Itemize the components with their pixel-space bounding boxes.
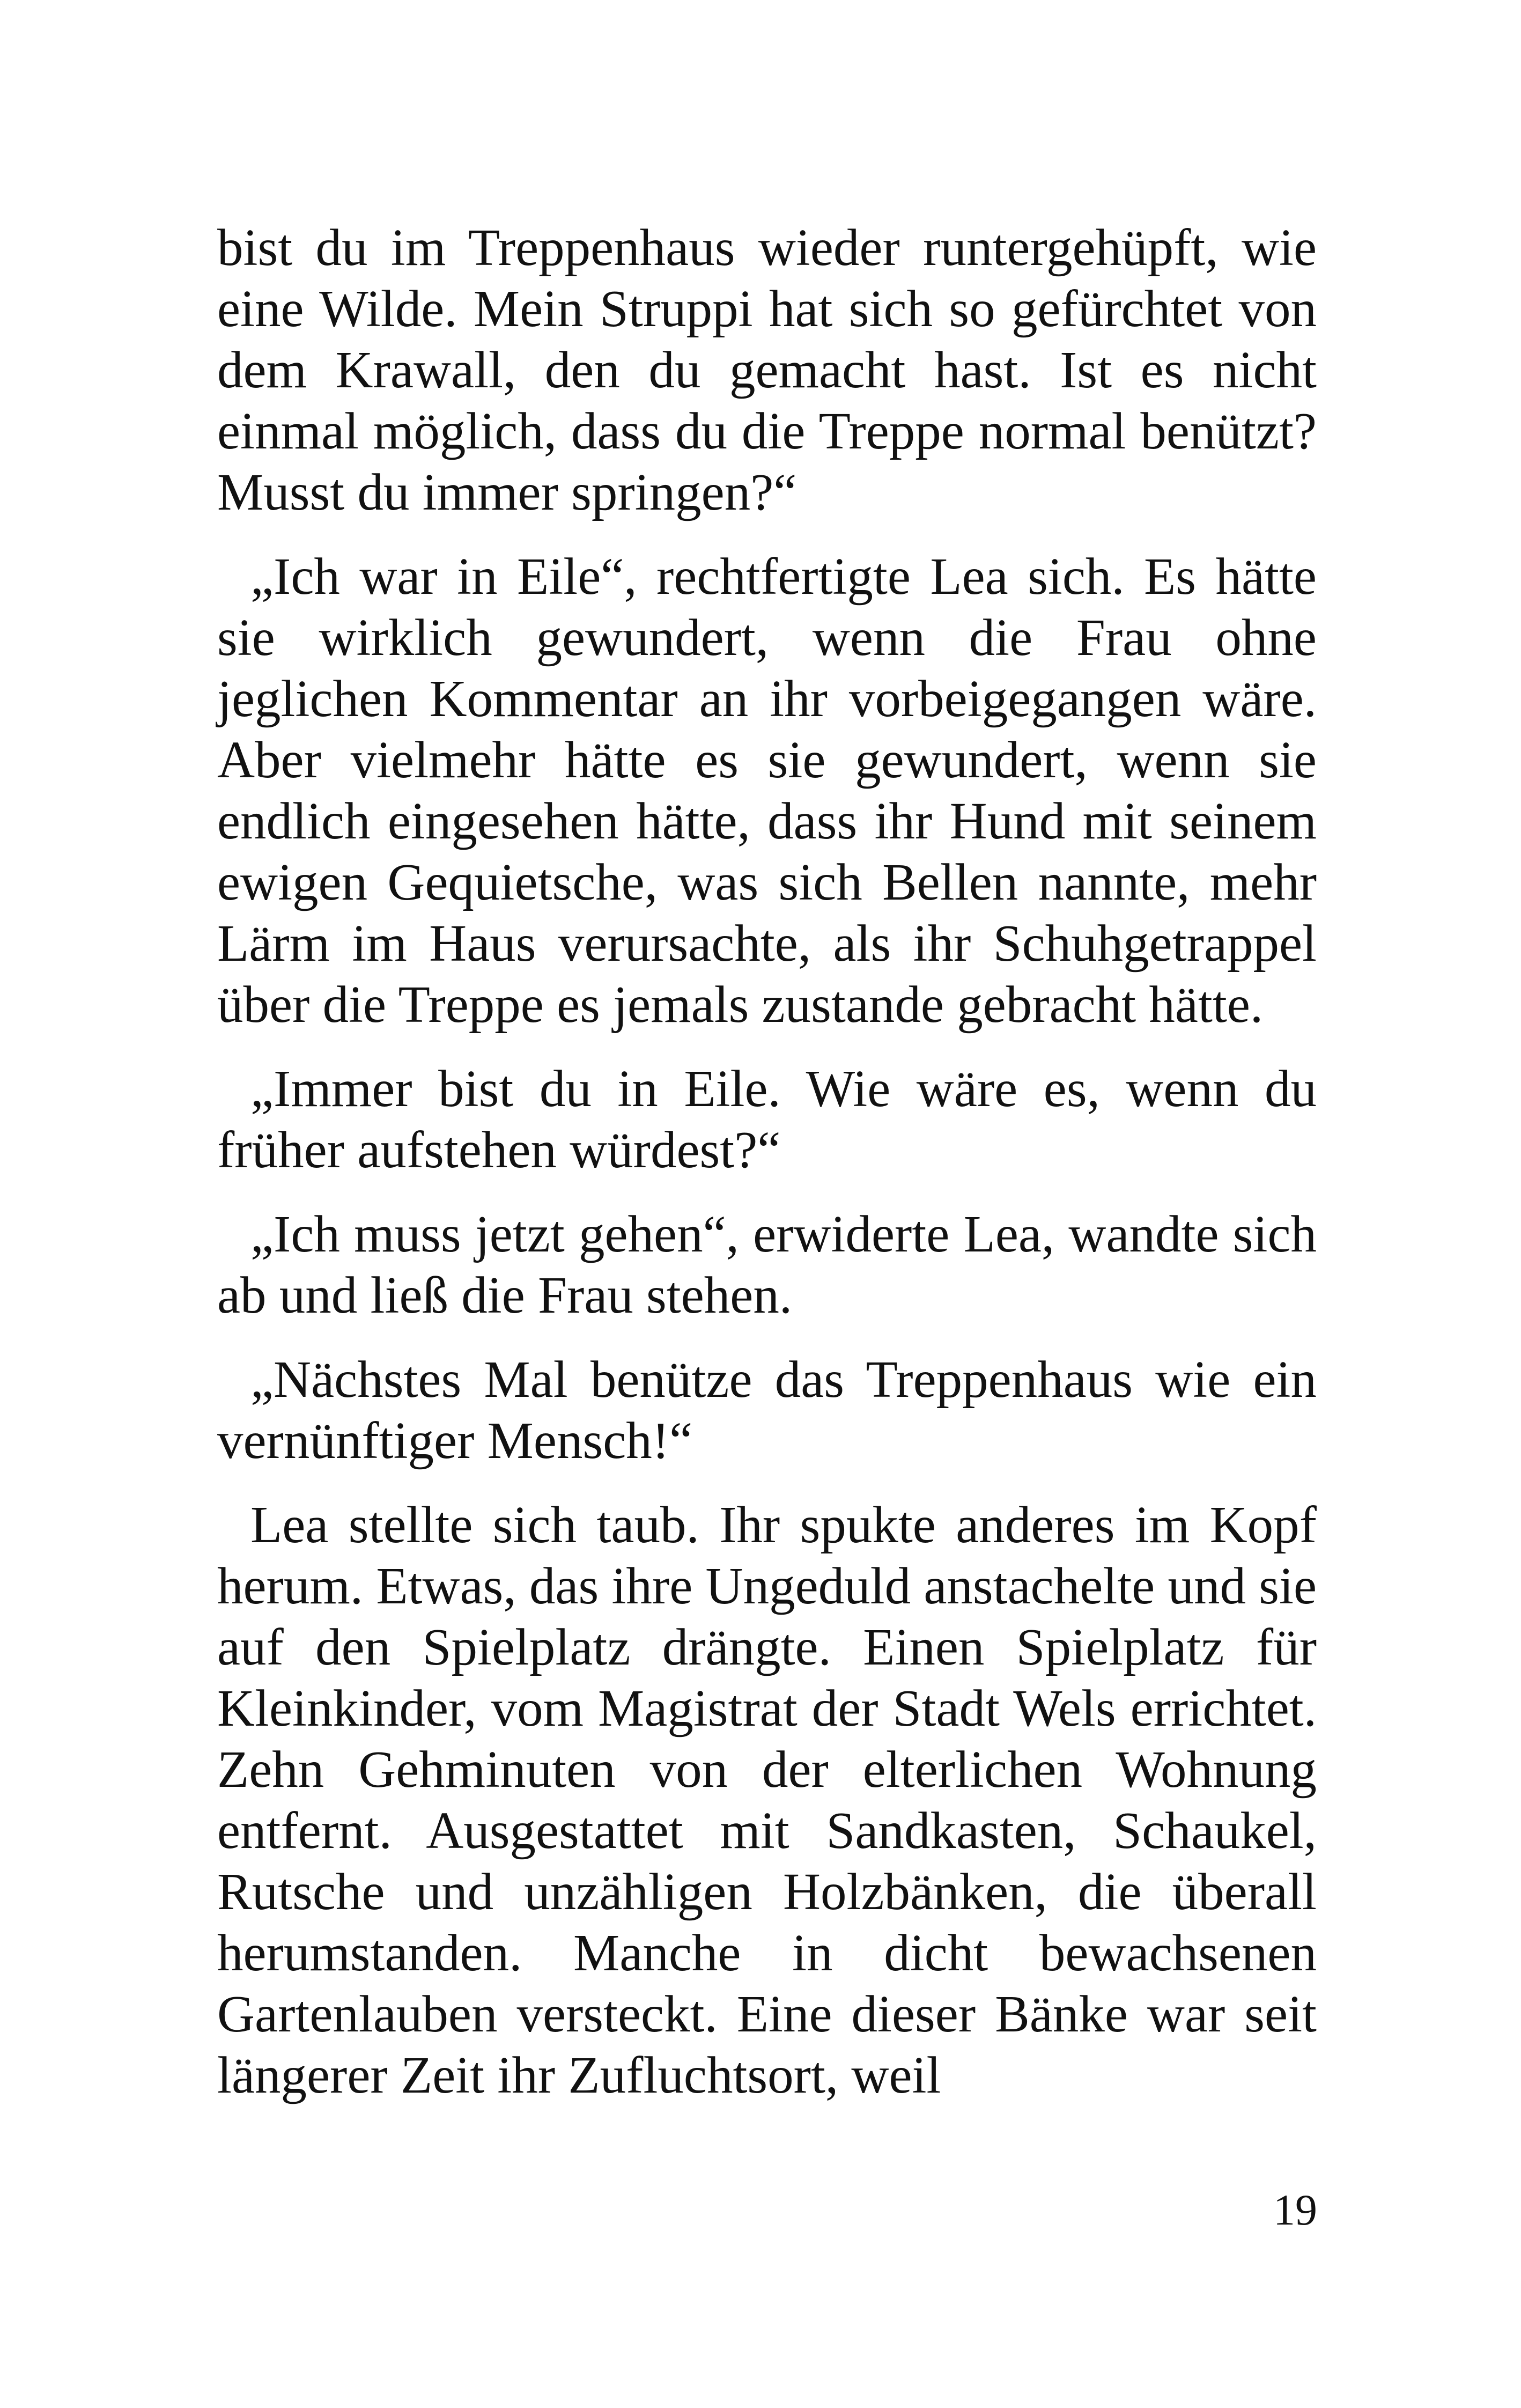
paragraph-3: „Immer bist du in Eile. Wie wäre es, wenn du früher aufstehen würdest?“: [217, 1060, 1317, 1179]
paragraph-1: bist du im Treppenhaus wieder runtergehüpft, wie eine Wilde. Mein Struppi hat sich so gefürchtet von dem Krawall, den du gemacht hast. Ist es nicht einmal möglich, dass du die Treppe normal benützt? Musst du immer springen?“: [217, 219, 1317, 521]
paragraph-5: „Nächstes Mal benütze das Treppenhaus wie ein vernünftiger Mensch!“: [217, 1351, 1317, 1469]
page-number: 19: [1273, 2185, 1317, 2234]
paragraph-4: „Ich muss jetzt gehen“, erwiderte Lea, wandte sich ab und ließ die Frau stehen.: [217, 1205, 1317, 1324]
body-text: [217, 217, 1317, 2129]
paragraph-6: Lea stellte sich taub. Ihr spukte anderes im Kopf herum. Etwas, das ihre Ungeduld anstachelte und sie auf den Spielplatz drängte. Einen Spielplatz für Kleinkinder, vom Magistrat der Stadt Wels errichtet. Zehn Gehminuten von der elterlichen Wohnung entfernt. Ausgestattet mit Sandkasten, Schaukel, Rutsche und unzähligen Holzbänken, die überall herumstanden. Manche in dicht bewachsenen Gartenlauben versteckt. Eine dieser Bänke war seit längerer Zeit ihr Zufluchtsort, weil: [217, 1496, 1317, 2104]
paragraph-2: „Ich war in Eile“, rechtfertigte Lea sich. Es hätte sie wirklich gewundert, wenn die Frau ohne jeglichen Kommentar an ihr vorbeigegangen wäre. Aber vielmehr hätte es sie gewundert, wenn sie endlich eingesehen hätte, dass ihr Hund mit seinem ewigen Gequietsche, was sich Bellen nannte, mehr Lärm im Haus verursachte, als ihr Schuhgetrappel über die Treppe es jemals zustande gebracht hätte.: [217, 548, 1317, 1033]
